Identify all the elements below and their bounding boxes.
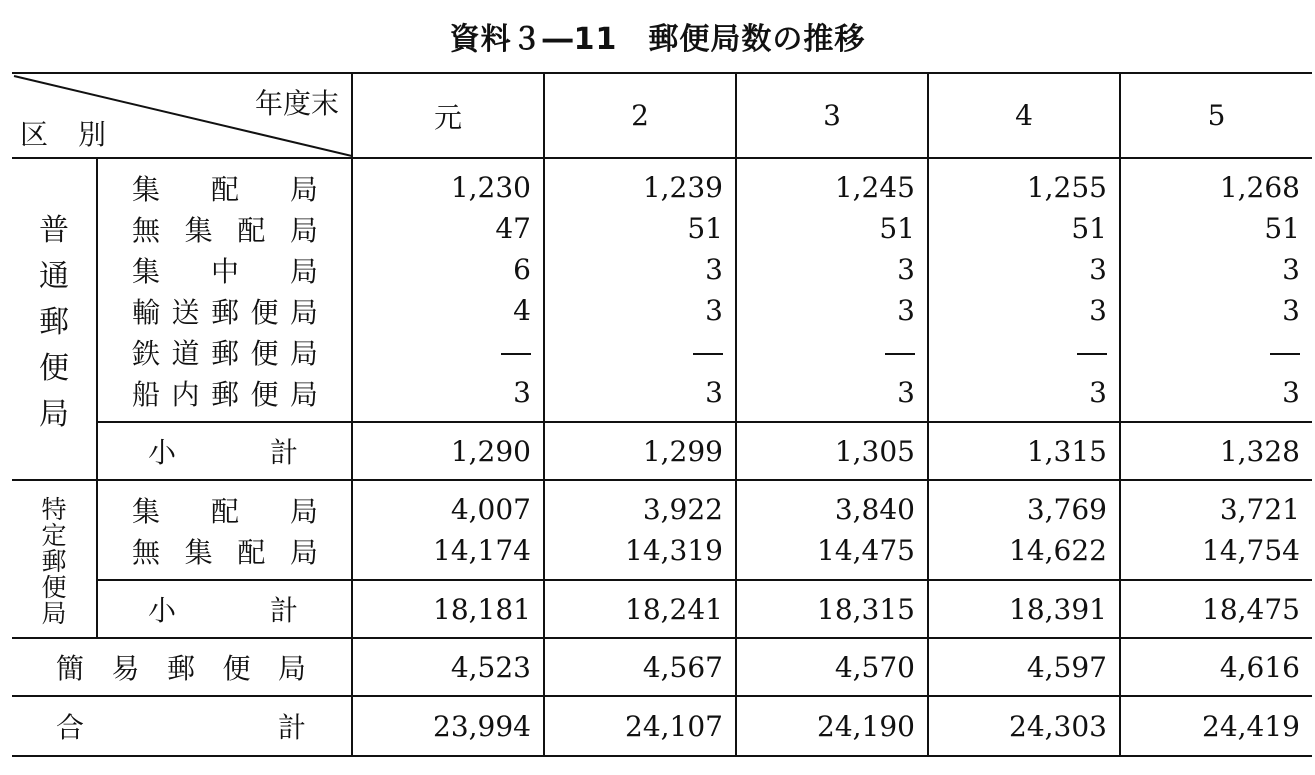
value-cell: 1,245 [736, 158, 928, 208]
group-label-cell [12, 480, 97, 638]
value-cell: 3 [928, 372, 1120, 422]
value-cell: 4,007 [352, 480, 544, 530]
page-title: 資料３―11 郵便局数の推移 [449, 22, 866, 57]
dash-mark [693, 353, 723, 355]
dash-mark [1270, 353, 1300, 355]
year-end-label: 年度末 [254, 87, 339, 120]
value-cell: 3,769 [928, 480, 1120, 530]
value-cell: 18,241 [544, 580, 736, 638]
value-cell: 23,994 [352, 696, 544, 756]
value-cell: 14,174 [352, 530, 544, 580]
header-corner-cell [12, 73, 352, 158]
value-cell: 3 [1120, 372, 1312, 422]
subtotal-label: 小 計 [97, 422, 352, 480]
value-cell [928, 331, 1120, 372]
table-row [12, 480, 1312, 530]
value-cell: 1,299 [544, 422, 736, 480]
value-cell: 1,230 [352, 158, 544, 208]
row-label: 無 集 配 局 [132, 535, 318, 569]
value-cell: 14,754 [1120, 530, 1312, 580]
row-label: 集 配 局 [97, 480, 352, 530]
value-cell: 1,239 [544, 158, 736, 208]
row-label: 鉄 道 郵 便 局 [132, 336, 318, 370]
value-cell: 4 [352, 290, 544, 331]
row-label: 簡 易 郵 便 局 [12, 638, 352, 696]
dash-mark [885, 353, 915, 355]
group-label: 普 通 郵 便 局 [39, 213, 69, 432]
value-cell: 24,303 [928, 696, 1120, 756]
row-label: 無 集 配 局 [132, 213, 318, 247]
value-cell: 3 [928, 249, 1120, 290]
value-cell: 3 [736, 249, 928, 290]
dash-mark [501, 353, 531, 355]
value-cell: 3,922 [544, 480, 736, 530]
group-label-cell [12, 158, 97, 480]
value-cell: 51 [928, 208, 1120, 249]
year-header: 5 [1120, 73, 1312, 158]
subtotal-row [12, 422, 1312, 480]
value-cell: 1,268 [1120, 158, 1312, 208]
value-cell: 14,475 [736, 530, 928, 580]
value-cell: 24,419 [1120, 696, 1312, 756]
value-cell: 3 [352, 372, 544, 422]
table-row [12, 372, 1312, 422]
year-header: 2 [544, 73, 736, 158]
total-label: 合 計 [12, 696, 352, 756]
value-cell: 47 [352, 208, 544, 249]
simple-post-office-row [12, 638, 1312, 696]
value-cell: 3 [1120, 290, 1312, 331]
value-cell: 18,181 [352, 580, 544, 638]
value-cell: 3 [736, 290, 928, 331]
group-label: 特 定 郵 便 局 [41, 495, 67, 628]
row-label: 集 配 局 [97, 158, 352, 208]
value-cell: 18,475 [1120, 580, 1312, 638]
value-cell: 51 [736, 208, 928, 249]
year-header: 3 [736, 73, 928, 158]
value-cell: 14,319 [544, 530, 736, 580]
value-cell: 6 [352, 249, 544, 290]
table-row [12, 208, 1312, 249]
table-row [12, 290, 1312, 331]
value-cell: 3,840 [736, 480, 928, 530]
value-cell: 3 [736, 372, 928, 422]
value-cell: 3 [1120, 249, 1312, 290]
value-cell: 3 [544, 372, 736, 422]
value-cell: 3 [928, 290, 1120, 331]
value-cell: 4,570 [736, 638, 928, 696]
value-cell: 3 [544, 290, 736, 331]
value-cell: 1,290 [352, 422, 544, 480]
row-label: 船 内 郵 便 局 [132, 377, 318, 411]
value-cell: 1,255 [928, 158, 1120, 208]
year-header: 元 [352, 73, 544, 158]
row-label: 輸 送 郵 便 局 [132, 295, 318, 329]
table-row [12, 331, 1312, 372]
value-cell [736, 331, 928, 372]
value-cell [544, 331, 736, 372]
dash-mark [1077, 353, 1107, 355]
year-header: 4 [928, 73, 1120, 158]
total-row [12, 696, 1312, 756]
value-cell [352, 331, 544, 372]
table-row [12, 249, 1312, 290]
value-cell: 1,328 [1120, 422, 1312, 480]
value-cell: 4,523 [352, 638, 544, 696]
header-row [12, 73, 1312, 158]
subtotal-row [12, 580, 1312, 638]
value-cell: 18,391 [928, 580, 1120, 638]
value-cell: 24,107 [544, 696, 736, 756]
category-label: 区別 [20, 118, 137, 151]
table-row [12, 530, 1312, 580]
value-cell: 3 [544, 249, 736, 290]
value-cell [1120, 331, 1312, 372]
value-cell: 18,315 [736, 580, 928, 638]
value-cell: 51 [1120, 208, 1312, 249]
value-cell: 3,721 [1120, 480, 1312, 530]
value-cell: 51 [544, 208, 736, 249]
value-cell: 1,305 [736, 422, 928, 480]
value-cell: 24,190 [736, 696, 928, 756]
value-cell: 14,622 [928, 530, 1120, 580]
value-cell: 1,315 [928, 422, 1120, 480]
subtotal-label: 小 計 [97, 580, 352, 638]
table-row [12, 158, 1312, 208]
row-label: 集 中 局 [132, 254, 318, 288]
post-office-table [12, 72, 1312, 757]
value-cell: 4,616 [1120, 638, 1312, 696]
value-cell: 4,567 [544, 638, 736, 696]
value-cell: 4,597 [928, 638, 1120, 696]
